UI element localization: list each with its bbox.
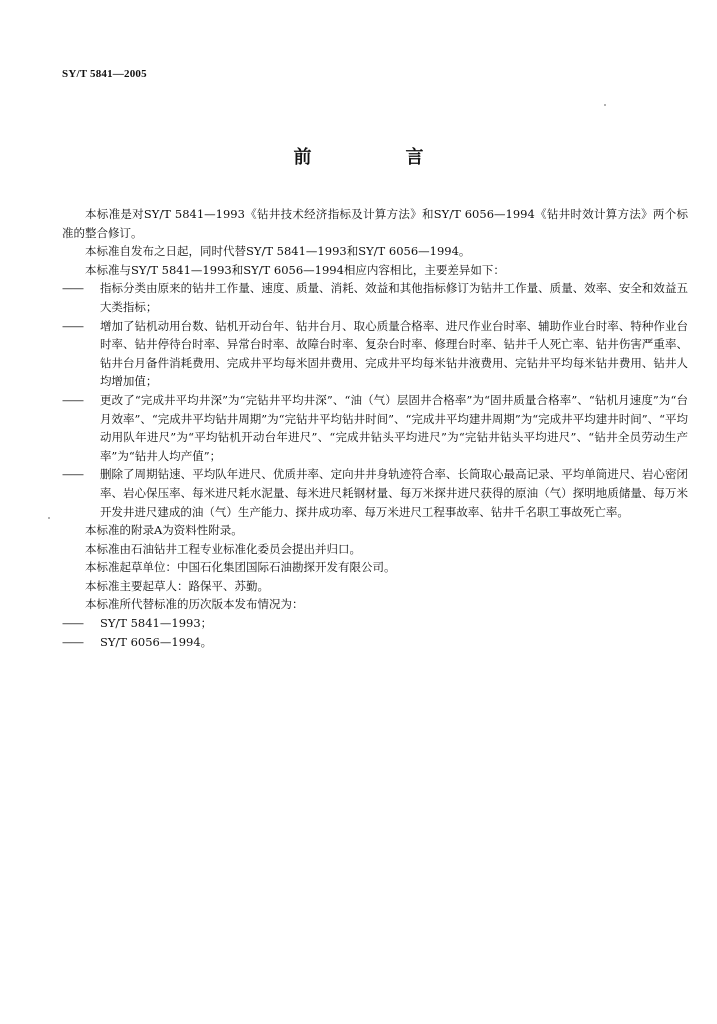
scan-speck: [48, 517, 50, 519]
dash-marker: ——: [62, 318, 83, 333]
difference-item-text: 增加了钻机动用台数、钻机开动台年、钻井台月、取心质量合格率、进尺作业台时率、辅助作业台时率、特种作业台时率、钻井停待台时率、异常台时率、故障台时率、复杂台时率、修理台时率、钻井千人死亡率、钻井伤害严重率、钻井台月备件消耗费用、完成井平均每米固井费用、完成井平均每米钻井液费用、完钻井平均每米钻井费用、钻井人均增加值；: [99, 318, 688, 389]
difference-item: [62, 465, 688, 521]
dash-marker: ——: [62, 634, 83, 649]
history-item-text: SY/T 6056—1994。: [99, 634, 213, 649]
history-item: [62, 614, 688, 633]
difference-item: [62, 391, 688, 465]
difference-item: [62, 279, 688, 316]
history-item: [62, 633, 688, 652]
difference-item-text: 指标分类由原来的钻井工作量、速度、质量、消耗、效益和其他指标修订为钻井工作量、质量、效率、安全和效益五大类指标；: [99, 281, 688, 314]
paragraph-scope: 本标准是对SY/T 5841—1993《钻井技术经济指标及计算方法》和SY/T 6056—1994《钻井时效计算方法》两个标准的整合修订。: [62, 207, 688, 240]
paragraph-proposer: 本标准由石油钻井工程专业标准化委员会提出并归口。: [85, 541, 361, 556]
difference-item: [62, 317, 688, 391]
dash-marker: ——: [62, 281, 83, 296]
scan-speck: [604, 104, 606, 106]
difference-item-text: 删除了周期钻速、平均队年进尺、优质井率、定向井井身轨迹符合率、长筒取心最高记录、平均单筒进尺、岩心密闭率、岩心保压率、每米进尺耗水泥量、每米进尺耗钢材量、每万米探井进尺获得的原油（气）探明地质储量、每万米开发井进尺建成的油（气）生产能力、探井成功率、每万米进尺工程事故率、钻井千名职工事故死亡率。: [99, 467, 688, 519]
paragraph-history-intro: 本标准所代替标准的历次版本发布情况为：: [85, 597, 304, 612]
standard-code-header: SY/T 5841—2005: [62, 68, 147, 80]
history-item-text: SY/T 5841—1993；: [99, 616, 213, 631]
difference-item-text: 更改了“完成井平均井深”为“完钻井平均井深”、“油（气）层固井合格率”为“固井质量合格率”、“钻机月速度”为“台月效率”、“完成井平均钻井周期”为“完钻井平均钻井时间”、“完成井平均建井周期”为“完成井平均建井时间”、“平均动用队年进尺”为“平均钻机开动台年进尺”、“完成井钻头平均进尺”为“完钻井钻头平均进尺”、“钻井全员劳动生产率”为“钻井人均产值”；: [99, 392, 688, 463]
paragraph-differences-intro: 本标准与SY/T 5841—1993和SY/T 6056—1994相应内容相比，主要差异如下：: [85, 262, 505, 277]
dash-marker: ——: [62, 467, 83, 482]
foreword-body: [62, 205, 688, 651]
page-title: 前 言: [293, 147, 462, 168]
dash-marker: ——: [62, 616, 83, 631]
paragraph-drafters: 本标准主要起草人：路保平、苏勤。: [85, 578, 269, 593]
paragraph-drafting-unit: 本标准起草单位：中国石化集团国际石油勘探开发有限公司。: [85, 560, 396, 575]
paragraph-replacement: 本标准自发布之日起，同时代替SY/T 5841—1993和SY/T 6056—1994。: [85, 244, 471, 259]
dash-marker: ——: [62, 392, 83, 407]
paragraph-appendix: 本标准的附录A为资料性附录。: [85, 523, 243, 538]
